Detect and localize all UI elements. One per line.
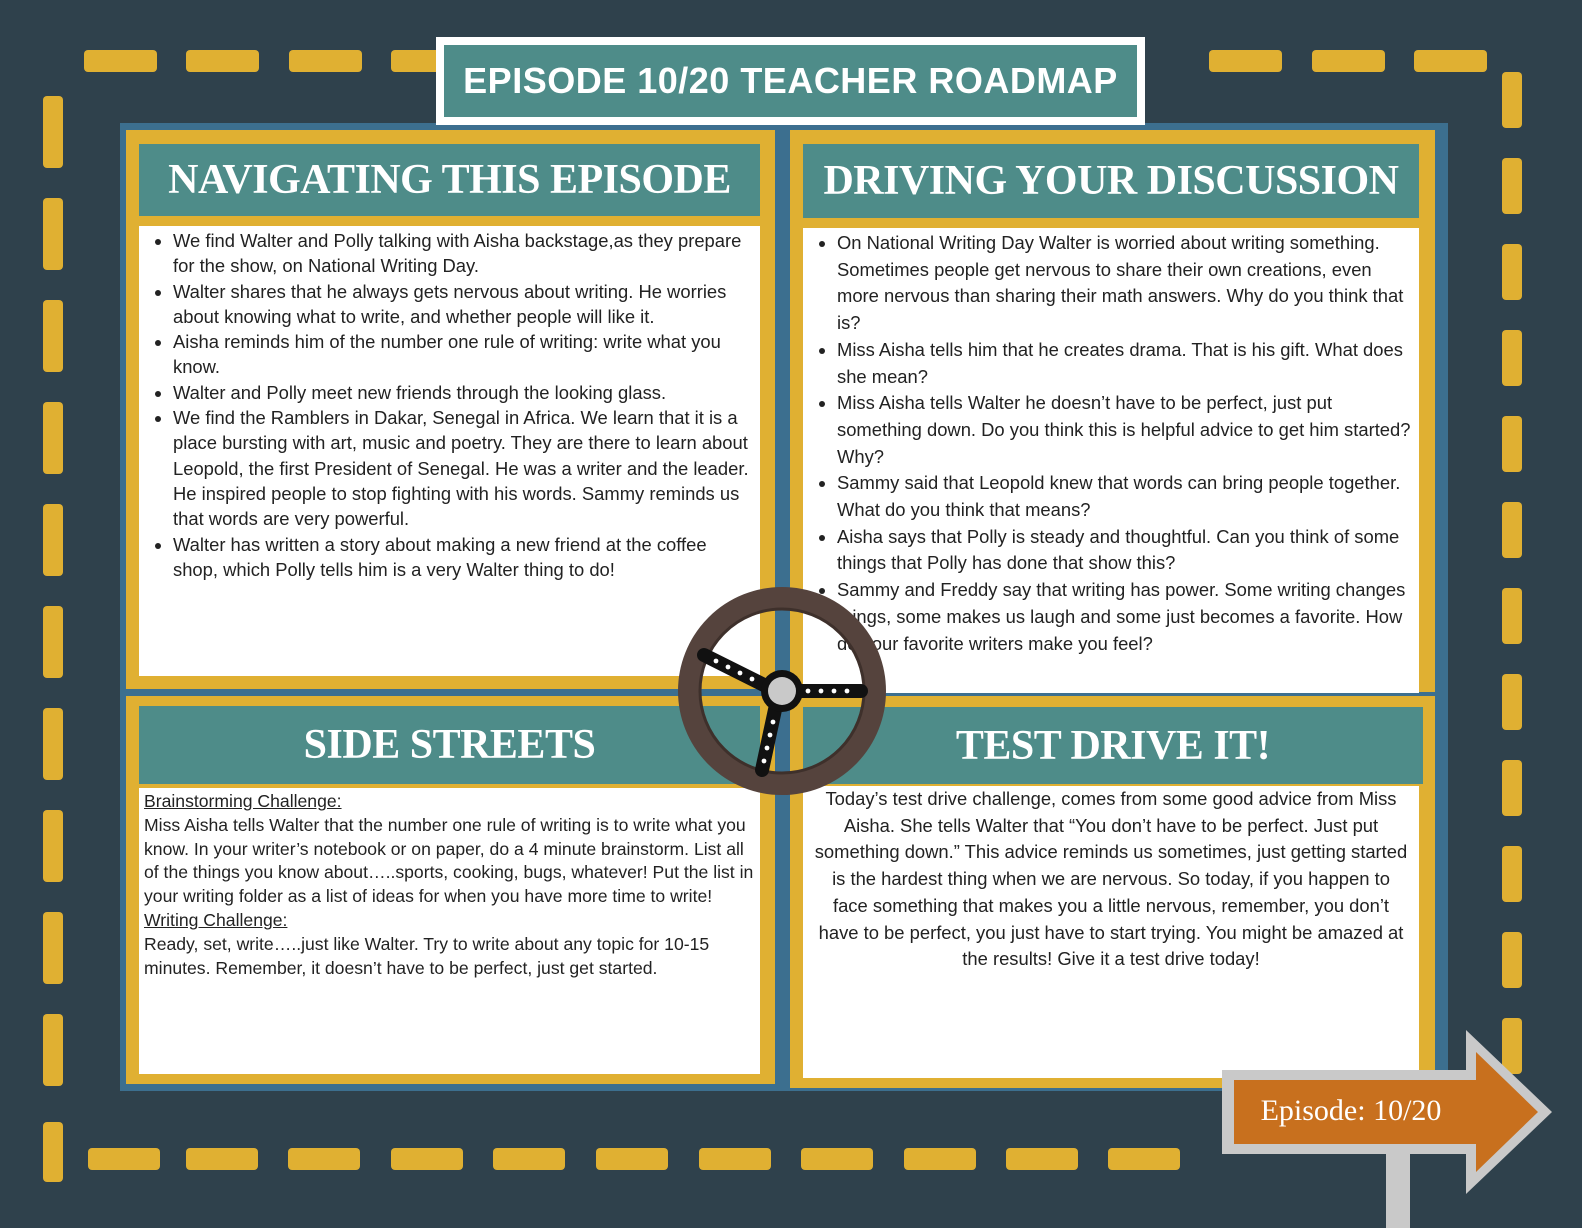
list-item: • Sammy said that Leopold knew that words can bring people together. What do you think that means?	[837, 470, 1415, 523]
road-dash	[288, 1148, 360, 1170]
road-dash	[1502, 244, 1522, 300]
brainstorm-label: Brainstorming Challenge:	[144, 791, 342, 811]
navigating-heading: NAVIGATING THIS EPISODE	[139, 144, 760, 216]
steering-wheel-icon	[676, 585, 888, 797]
side-streets-heading: SIDE STREETS	[139, 706, 760, 784]
episode-label: Episode: 10/20	[1260, 1094, 1442, 1127]
road-dash	[904, 1148, 976, 1170]
road-dash	[1502, 588, 1522, 644]
road-dash	[1502, 760, 1522, 816]
side-streets-body	[139, 788, 760, 1074]
road-dash	[43, 708, 63, 780]
list-item: • Aisha says that Polly is steady and thoughtful. Can you think of some things that Polly has done that show this?	[837, 524, 1415, 577]
road-dash	[84, 50, 157, 72]
road-dash	[43, 300, 63, 372]
road-dash	[1502, 416, 1522, 472]
road-dash	[1502, 502, 1522, 558]
list-item: • Walter shares that he always gets nervous about writing. He worries about knowing what to write, and whether people will like it.	[173, 279, 754, 330]
list-item: • We find Walter and Polly talking with Aisha backstage,as they prepare for the show, on National Writing Day.	[173, 228, 754, 279]
road-dash	[289, 50, 362, 72]
page-title: EPISODE 10/20 TEACHER ROADMAP	[444, 45, 1137, 117]
road-dash	[43, 402, 63, 474]
discussion-list	[803, 230, 1415, 657]
road-dash	[1312, 50, 1385, 72]
test-drive-text: Today’s test drive challenge, comes from some good advice from Miss Aisha. She tells Walter that “You don’t have to be perfect. Just put something down.” This advice reminds us sometimes, just getting started is the hardest thing when we are nervous. So today, if you happen to face something that makes you a little nervous, remember, you don’t have to be perfect, you just have to start trying. You might be amazed at the results! Give it a test drive today!	[814, 788, 1408, 970]
list-item: • Miss Aisha tells Walter he doesn’t have to be perfect, just put something down. Do you think this is helpful advice to get him started?Why?	[837, 390, 1415, 470]
list-item: • Miss Aisha tells him that he creates drama. That is his gift. What does she mean?	[837, 337, 1415, 390]
road-dash	[1502, 158, 1522, 214]
title-banner	[436, 37, 1145, 125]
road-dash	[43, 198, 63, 270]
road-dash	[43, 606, 63, 678]
list-item: • We find the Ramblers in Dakar, Senegal in Africa. We learn that it is a place bursting with art, music and poetry. They are there to learn about Leopold, the first President of Senegal. He was a writer and the leader. He inspired people to stop fighting with his words. Sammy reminds us that words are very powerful.	[173, 405, 754, 531]
road-dash	[43, 96, 63, 168]
discussion-body	[803, 228, 1419, 693]
list-item: • On National Writing Day Walter is worried about writing something. Sometimes people get nervous to share their own creations, even more nervous than sharing their math answers. Why do you think that is?	[837, 230, 1415, 337]
road-dash	[1209, 50, 1282, 72]
road-dash	[391, 1148, 463, 1170]
brainstorm-text: Miss Aisha tells Walter that the number one rule of writing is to write what you know. In your writer’s notebook or on paper, do a 4 minute brainstorm. List all of the things you know about…..sports, cooking, bugs, whatever! Put the list in your writing folder as a list of ideas for when you have more time to write!	[144, 814, 754, 907]
road-dash	[43, 1122, 63, 1182]
road-dash	[1108, 1148, 1180, 1170]
writing-text: Ready, set, write…..just like Walter. Try to write about any topic for 10-15 minutes. Remember, it doesn’t have to be perfect, just get started.	[144, 933, 710, 978]
road-dash	[699, 1148, 771, 1170]
road-dash	[801, 1148, 873, 1170]
road-dash	[493, 1148, 565, 1170]
list-item: • Sammy and Freddy say that writing has power. Some writing changes things, some makes us laugh and some just becomes a favorite. How do your favorite writers make you feel?	[837, 577, 1415, 657]
writing-label: Writing Challenge:	[144, 909, 288, 930]
road-dash	[1502, 674, 1522, 730]
list-item: • Walter and Polly meet new friends through the looking glass.	[173, 380, 754, 405]
list-item: • Walter has written a story about making a new friend at the coffee shop, which Polly tells him is a very Walter thing to do!	[173, 532, 754, 583]
road-dash	[1414, 50, 1487, 72]
road-dash	[43, 504, 63, 576]
navigating-body	[139, 226, 760, 676]
road-dash	[186, 50, 259, 72]
road-dash	[1502, 330, 1522, 386]
discussion-heading: DRIVING YOUR DISCUSSION	[803, 144, 1419, 218]
road-dash	[1502, 72, 1522, 128]
navigating-list	[139, 228, 754, 582]
road-dash	[596, 1148, 668, 1170]
road-dash	[186, 1148, 258, 1170]
test-drive-heading: TEST DRIVE IT!	[803, 707, 1423, 784]
road-dash	[1502, 846, 1522, 902]
road-dash	[43, 810, 63, 882]
road-dash	[1502, 932, 1522, 988]
road-dash	[1006, 1148, 1078, 1170]
road-dash	[43, 1014, 63, 1086]
road-dash	[43, 912, 63, 984]
list-item: • Aisha reminds him of the number one rule of writing: write what you know.	[173, 329, 754, 380]
road-dash	[88, 1148, 160, 1170]
